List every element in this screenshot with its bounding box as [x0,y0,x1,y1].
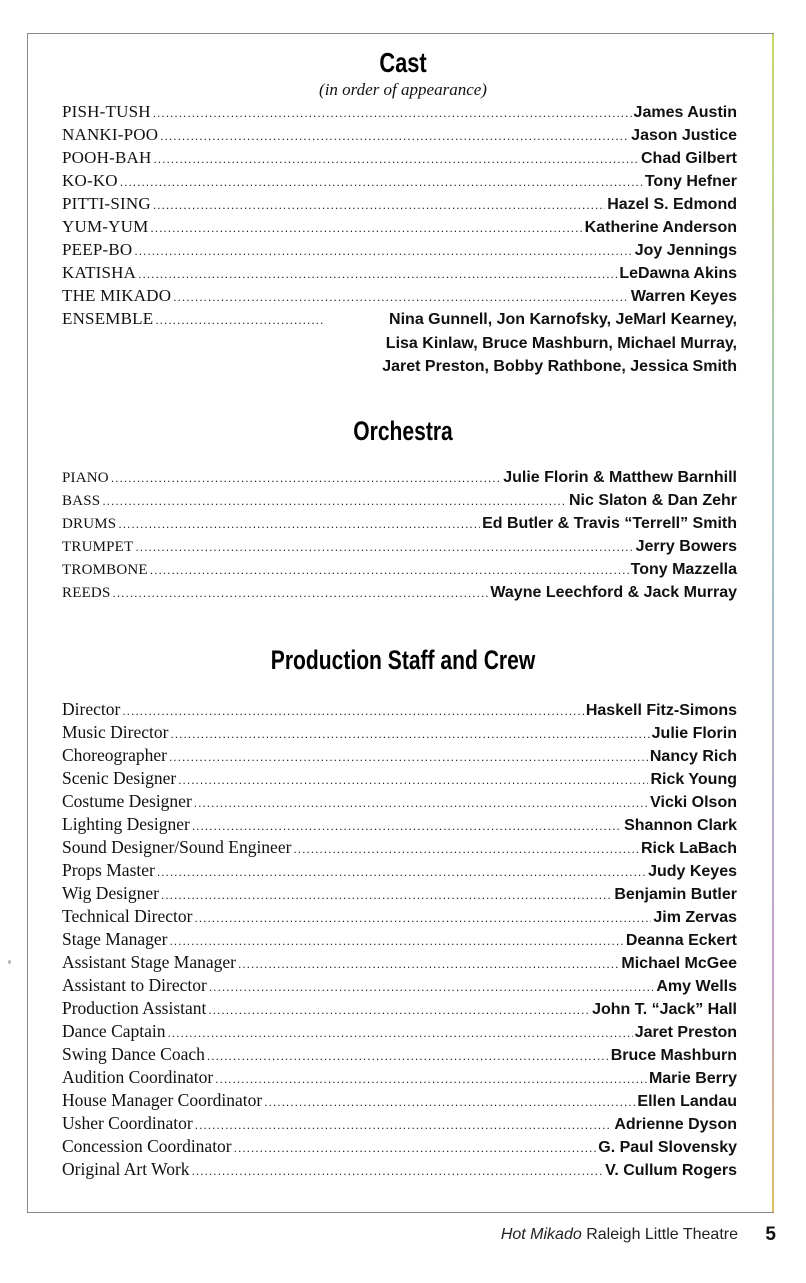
role-label: Swing Dance Coach [62,1044,205,1064]
list-item [62,125,737,148]
role-label: Audition Coordinator [62,1067,214,1087]
person-name: Tony Mazzella [630,561,737,578]
cast-list [62,102,737,309]
list-item [62,768,737,791]
paper-speck [8,960,11,964]
list-item [62,975,737,998]
dot-leader [161,888,612,902]
role-label: POOH-BAH [62,148,152,167]
role-label: Usher Coordinator [62,1113,193,1133]
list-item [62,102,737,125]
cast-subtitle: (in order of appearance) [319,80,487,99]
ensemble-line: Jaret Preston, Bobby Rathbone, Jessica Smith [382,358,737,375]
dot-leader [155,313,325,327]
role-label: Dance Captain [62,1021,166,1041]
list-item [62,814,737,837]
person-name: Rick LaBach [640,840,737,857]
dot-leader [153,198,605,212]
person-name: John T. “Jack” Hall [592,1001,737,1018]
role-label: House Manager Coordinator [62,1090,263,1110]
role-label: BASS [62,493,101,509]
person-name: Benjamin Butler [614,886,737,903]
person-name: Haskell Fitz-Simons [585,702,737,719]
role-label: TROMBONE [62,562,148,578]
role-label: Technical Director [62,906,193,926]
dot-leader [169,934,623,948]
person-name: G. Paul Slovensky [598,1139,737,1156]
role-label: PITTI-SING [62,194,151,213]
dot-leader [192,819,622,833]
person-name: Jim Zervas [653,909,737,926]
dot-leader [150,221,582,235]
person-name: Jason Justice [631,127,737,144]
dot-leader [153,152,639,166]
dot-leader [215,1072,647,1086]
list-item [62,217,737,240]
role-label: Scenic Designer [62,768,177,788]
dot-leader [150,563,629,577]
person-name: Amy Wells [656,978,737,995]
person-name: Michael McGee [621,955,737,972]
person-name: Chad Gilbert [640,150,737,167]
role-label: KO-KO [62,171,118,190]
ensemble-line: Nina Gunnell, Jon Karnofsky, JeMarl Kearney, [389,311,737,328]
role-label: REEDS [62,585,111,601]
role-label: YUM-YUM [62,217,149,236]
list-item [62,561,737,584]
person-name: Joy Jennings [634,242,737,259]
dot-leader [209,980,655,994]
production-heading: Production Staff and Crew [270,645,536,675]
list-item [62,791,737,814]
list-item [62,952,737,975]
role-label: NANKI-POO [62,125,159,144]
role-label: PEEP-BO [62,240,133,259]
role-label: KATISHA [62,263,137,282]
list-item [62,1044,737,1067]
person-name: Rick Young [650,771,737,788]
dot-leader [111,471,501,485]
dot-leader [194,911,651,925]
person-name: Hazel S. Edmond [607,196,737,213]
page-number: 5 [765,1224,776,1245]
person-name: Wayne Leechford & Jack Murray [490,584,737,601]
dot-leader [169,750,648,764]
list-item [62,1159,737,1182]
list-item [62,1067,737,1090]
role-label: Lighting Designer [62,814,190,834]
person-name: LeDawna Akins [619,265,737,282]
dot-leader [178,773,648,787]
role-label: Director [62,699,121,719]
person-name: Ed Butler & Travis “Terrell” Smith [482,515,737,532]
person-name: Jaret Preston [634,1024,737,1041]
list-item [62,722,737,745]
role-label: PISH-TUSH [62,102,151,121]
role-label: Stage Manager [62,929,168,949]
person-name: Marie Berry [648,1070,737,1087]
dot-leader [157,865,646,879]
dot-leader [234,1141,597,1155]
dot-leader [208,1003,590,1017]
role-label: Choreographer [62,745,167,765]
list-item [62,263,737,286]
person-name: Katherine Anderson [584,219,737,236]
list-item [62,309,737,332]
person-name: Warren Keyes [630,288,737,305]
person-name: Deanna Eckert [625,932,737,949]
dot-leader [293,842,639,856]
list-item [62,745,737,768]
orchestra-heading: Orchestra [353,416,453,446]
dot-leader [120,175,643,189]
role-label: Costume Designer [62,791,192,811]
role-label: DRUMS [62,516,117,532]
dot-leader [134,244,632,258]
dot-leader [153,106,632,120]
ensemble-line: Lisa Kinlaw, Bruce Mashburn, Michael Murray, [385,335,737,352]
list-item [62,240,737,263]
show-title: Hot Mikado [500,1226,582,1243]
dot-leader [192,1164,604,1178]
list-item [62,492,737,515]
list-item [62,584,737,607]
dot-leader [194,796,648,810]
list-item [62,194,737,217]
list-item [62,1021,737,1044]
role-label: Production Assistant [62,998,207,1018]
role-label: Props Master [62,860,155,880]
person-name: Bruce Mashburn [610,1047,737,1064]
dot-leader [207,1049,609,1063]
person-name: Nic Slaton & Dan Zehr [568,492,737,509]
person-name: Adrienne Dyson [614,1116,737,1133]
role-label: ENSEMBLE [62,309,154,328]
list-item [62,1090,737,1113]
person-name: Jerry Bowers [635,538,737,555]
list-item [62,1113,737,1136]
role-label: Music Director [62,722,169,742]
dot-leader [118,517,480,531]
production-list [62,699,737,1182]
dot-leader [195,1118,613,1132]
dot-leader [122,704,584,718]
dot-leader [264,1095,635,1109]
ensemble-block [62,309,737,378]
role-label: Assistant to Director [62,975,207,995]
role-label: Concession Coordinator [62,1136,232,1156]
list-item [62,1136,737,1159]
list-item [62,699,737,722]
person-name: Tony Hefner [644,173,737,190]
dot-leader [238,957,619,971]
person-name: Judy Keyes [648,863,737,880]
list-item [62,515,737,538]
list-item [62,538,737,561]
role-label: Assistant Stage Manager [62,952,236,972]
list-item [62,171,737,194]
dot-leader [138,267,617,281]
person-name: James Austin [633,104,737,121]
dot-leader [170,727,649,741]
list-item [62,860,737,883]
role-label: Original Art Work [62,1159,190,1179]
dot-leader [160,129,629,143]
list-item [62,883,737,906]
dot-leader [168,1026,633,1040]
list-item [62,906,737,929]
cast-heading: Cast [379,47,427,78]
list-item [62,148,737,171]
role-label: Wig Designer [62,883,159,903]
person-name: Vicki Olson [650,794,737,811]
list-item [62,837,737,860]
dot-leader [173,290,629,304]
frame-edge-accent [772,34,774,1212]
person-name: Julie Florin & Matthew Barnhill [503,469,737,486]
dot-leader [102,494,567,508]
page-footer [501,1226,738,1244]
person-name: Ellen Landau [637,1093,737,1110]
theatre-name: Raleigh Little Theatre [586,1226,738,1243]
list-item [62,929,737,952]
role-label: TRUMPET [62,539,134,555]
list-item [62,286,737,309]
person-name: Nancy Rich [649,748,737,765]
role-label: Sound Designer/Sound Engineer [62,837,292,857]
person-name: Julie Florin [651,725,737,742]
orchestra-list [62,469,737,607]
dot-leader [113,586,489,600]
person-name: V. Cullum Rogers [605,1162,737,1179]
list-item [62,998,737,1021]
role-label: THE MIKADO [62,286,172,305]
dot-leader [135,540,633,554]
role-label: PIANO [62,470,109,486]
person-name: Shannon Clark [624,817,737,834]
list-item [62,469,737,492]
